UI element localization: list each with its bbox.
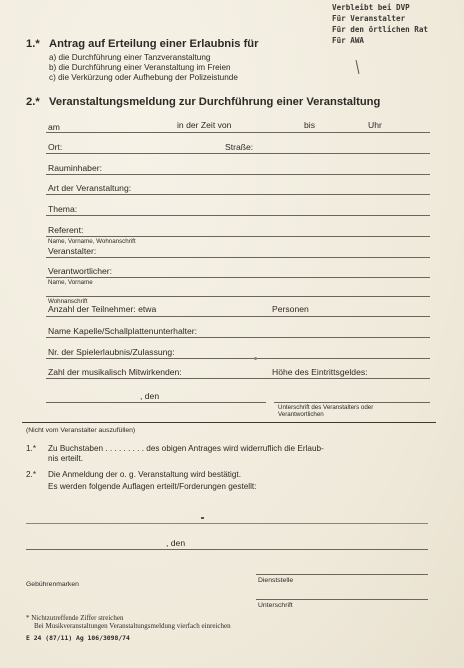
label-veranstalter: Veranstalter:	[48, 246, 97, 256]
pen-mark	[356, 60, 360, 74]
label-den: , den	[140, 391, 160, 401]
line-art	[46, 194, 430, 195]
line-unterschrift	[256, 599, 428, 600]
line-date-place	[46, 402, 266, 403]
label-thema: Thema:	[48, 204, 78, 214]
label-spielerlaubnis: Nr. der Spielerlaubnis/Zulassung:	[48, 347, 175, 357]
line-date-time	[46, 132, 430, 133]
line-ort	[46, 153, 430, 154]
official-label-den: , den	[166, 538, 186, 548]
official-note: (Nicht vom Veranstalter auszufüllen)	[26, 427, 136, 434]
line-mitwirkende	[46, 378, 430, 379]
line-rauminhaber	[46, 174, 430, 175]
line-teilnehmer	[46, 316, 430, 317]
ink-dot	[254, 357, 257, 360]
label-eintritt: Höhe des Eintrittsgeldes:	[272, 367, 368, 377]
section-divider	[22, 422, 436, 423]
footer-note-1: * Nichtzutreffende Ziffer streichen	[26, 614, 124, 622]
line-wohnanschrift	[46, 296, 430, 297]
label-personen: Personen	[272, 304, 309, 314]
label-am: am	[48, 122, 60, 132]
stamp-line-2: Für Veranstalter	[332, 14, 406, 23]
label-uhr: Uhr	[368, 120, 382, 130]
label-bis: bis	[304, 120, 315, 130]
stamp-line-1: Verbleibt bei DVP	[332, 3, 410, 12]
section2-title: Veranstaltungsmeldung zur Durchführung einer Veranstaltung	[49, 96, 381, 108]
label-verantwortlicher: Verantwortlicher:	[48, 266, 113, 276]
line-signature-veranstalter	[274, 402, 430, 403]
section1-item-c: c) die Verkürzung oder Aufhebung der Polizeistunde	[49, 73, 238, 82]
form-code: E 24 (87/11) Ag 106/3098/74	[26, 634, 130, 642]
official-item2-number: 2.*	[26, 470, 37, 479]
hint-unterschrift-2: Verantwortlichen	[278, 411, 324, 418]
label-ort: Ort:	[48, 142, 63, 152]
label-referent: Referent:	[48, 225, 84, 235]
label-strasse: Straße:	[225, 142, 254, 152]
section1-title: Antrag auf Erteilung einer Erlaubnis für	[49, 38, 259, 50]
hint-verantwortlicher: Name, Vorname	[48, 279, 93, 286]
section1-item-a: a) die Durchführung einer Tanzveranstaltung	[49, 53, 211, 62]
ink-dot	[201, 517, 204, 519]
section1-number: 1.*	[26, 38, 40, 50]
official-item2-text: Die Anmeldung der o. g. Veranstaltung wird bestätigt.	[48, 470, 241, 479]
section1-item-b: b) die Durchführung einer Veranstaltung im Freien	[49, 63, 231, 72]
hint-referent: Name, Vorname, Wohnanschrift	[48, 238, 136, 245]
official-item2-text2: Es werden folgende Auflagen erteilt/Forderungen gestellt:	[48, 482, 257, 491]
label-mitwirkende: Zahl der musikalisch Mitwirkenden:	[48, 367, 182, 377]
hint-wohnanschrift: Wohnanschrift	[48, 298, 88, 305]
line-official-date	[26, 549, 428, 550]
stamp-line-4: Für AWA	[332, 36, 365, 45]
line-auflagen-1	[26, 523, 428, 524]
footer-note-2: Bei Musikveranstaltungen Veranstaltungsmeldung vierfach einreichen	[34, 622, 231, 630]
official-item1-text2: nis erteilt.	[48, 454, 84, 463]
label-art: Art der Veranstaltung:	[48, 183, 132, 193]
label-kapelle: Name Kapelle/Schallplattenunterhalter:	[48, 326, 198, 336]
official-item1-number: 1.*	[26, 444, 37, 453]
label-zeit-von: in der Zeit von	[177, 120, 232, 130]
label-teilnehmer: Anzahl der Teilnehmer: etwa	[48, 304, 157, 314]
line-dienststelle	[256, 574, 428, 575]
line-veranstalter	[46, 257, 430, 258]
label-unterschrift: Unterschrift	[258, 602, 293, 609]
line-spielerlaubnis	[46, 358, 430, 359]
official-item1-text: Zu Buchstaben . . . . . . . . . des obigen Antrages wird widerruflich die Erlaub-	[48, 444, 324, 453]
hint-unterschrift-1: Unterschrift des Veranstalters oder	[278, 404, 374, 411]
stamp-line-3: Für den örtlichen Rat	[332, 25, 429, 34]
label-dienststelle: Dienststelle	[258, 577, 294, 584]
label-gebuehrenmarken: Gebührenmarken	[26, 581, 79, 588]
section2-number: 2.*	[26, 96, 40, 108]
line-thema	[46, 215, 430, 216]
line-kapelle	[46, 337, 430, 338]
label-rauminhaber: Rauminhaber:	[48, 163, 102, 173]
line-referent	[46, 236, 430, 237]
line-verantwortlicher	[46, 277, 430, 278]
